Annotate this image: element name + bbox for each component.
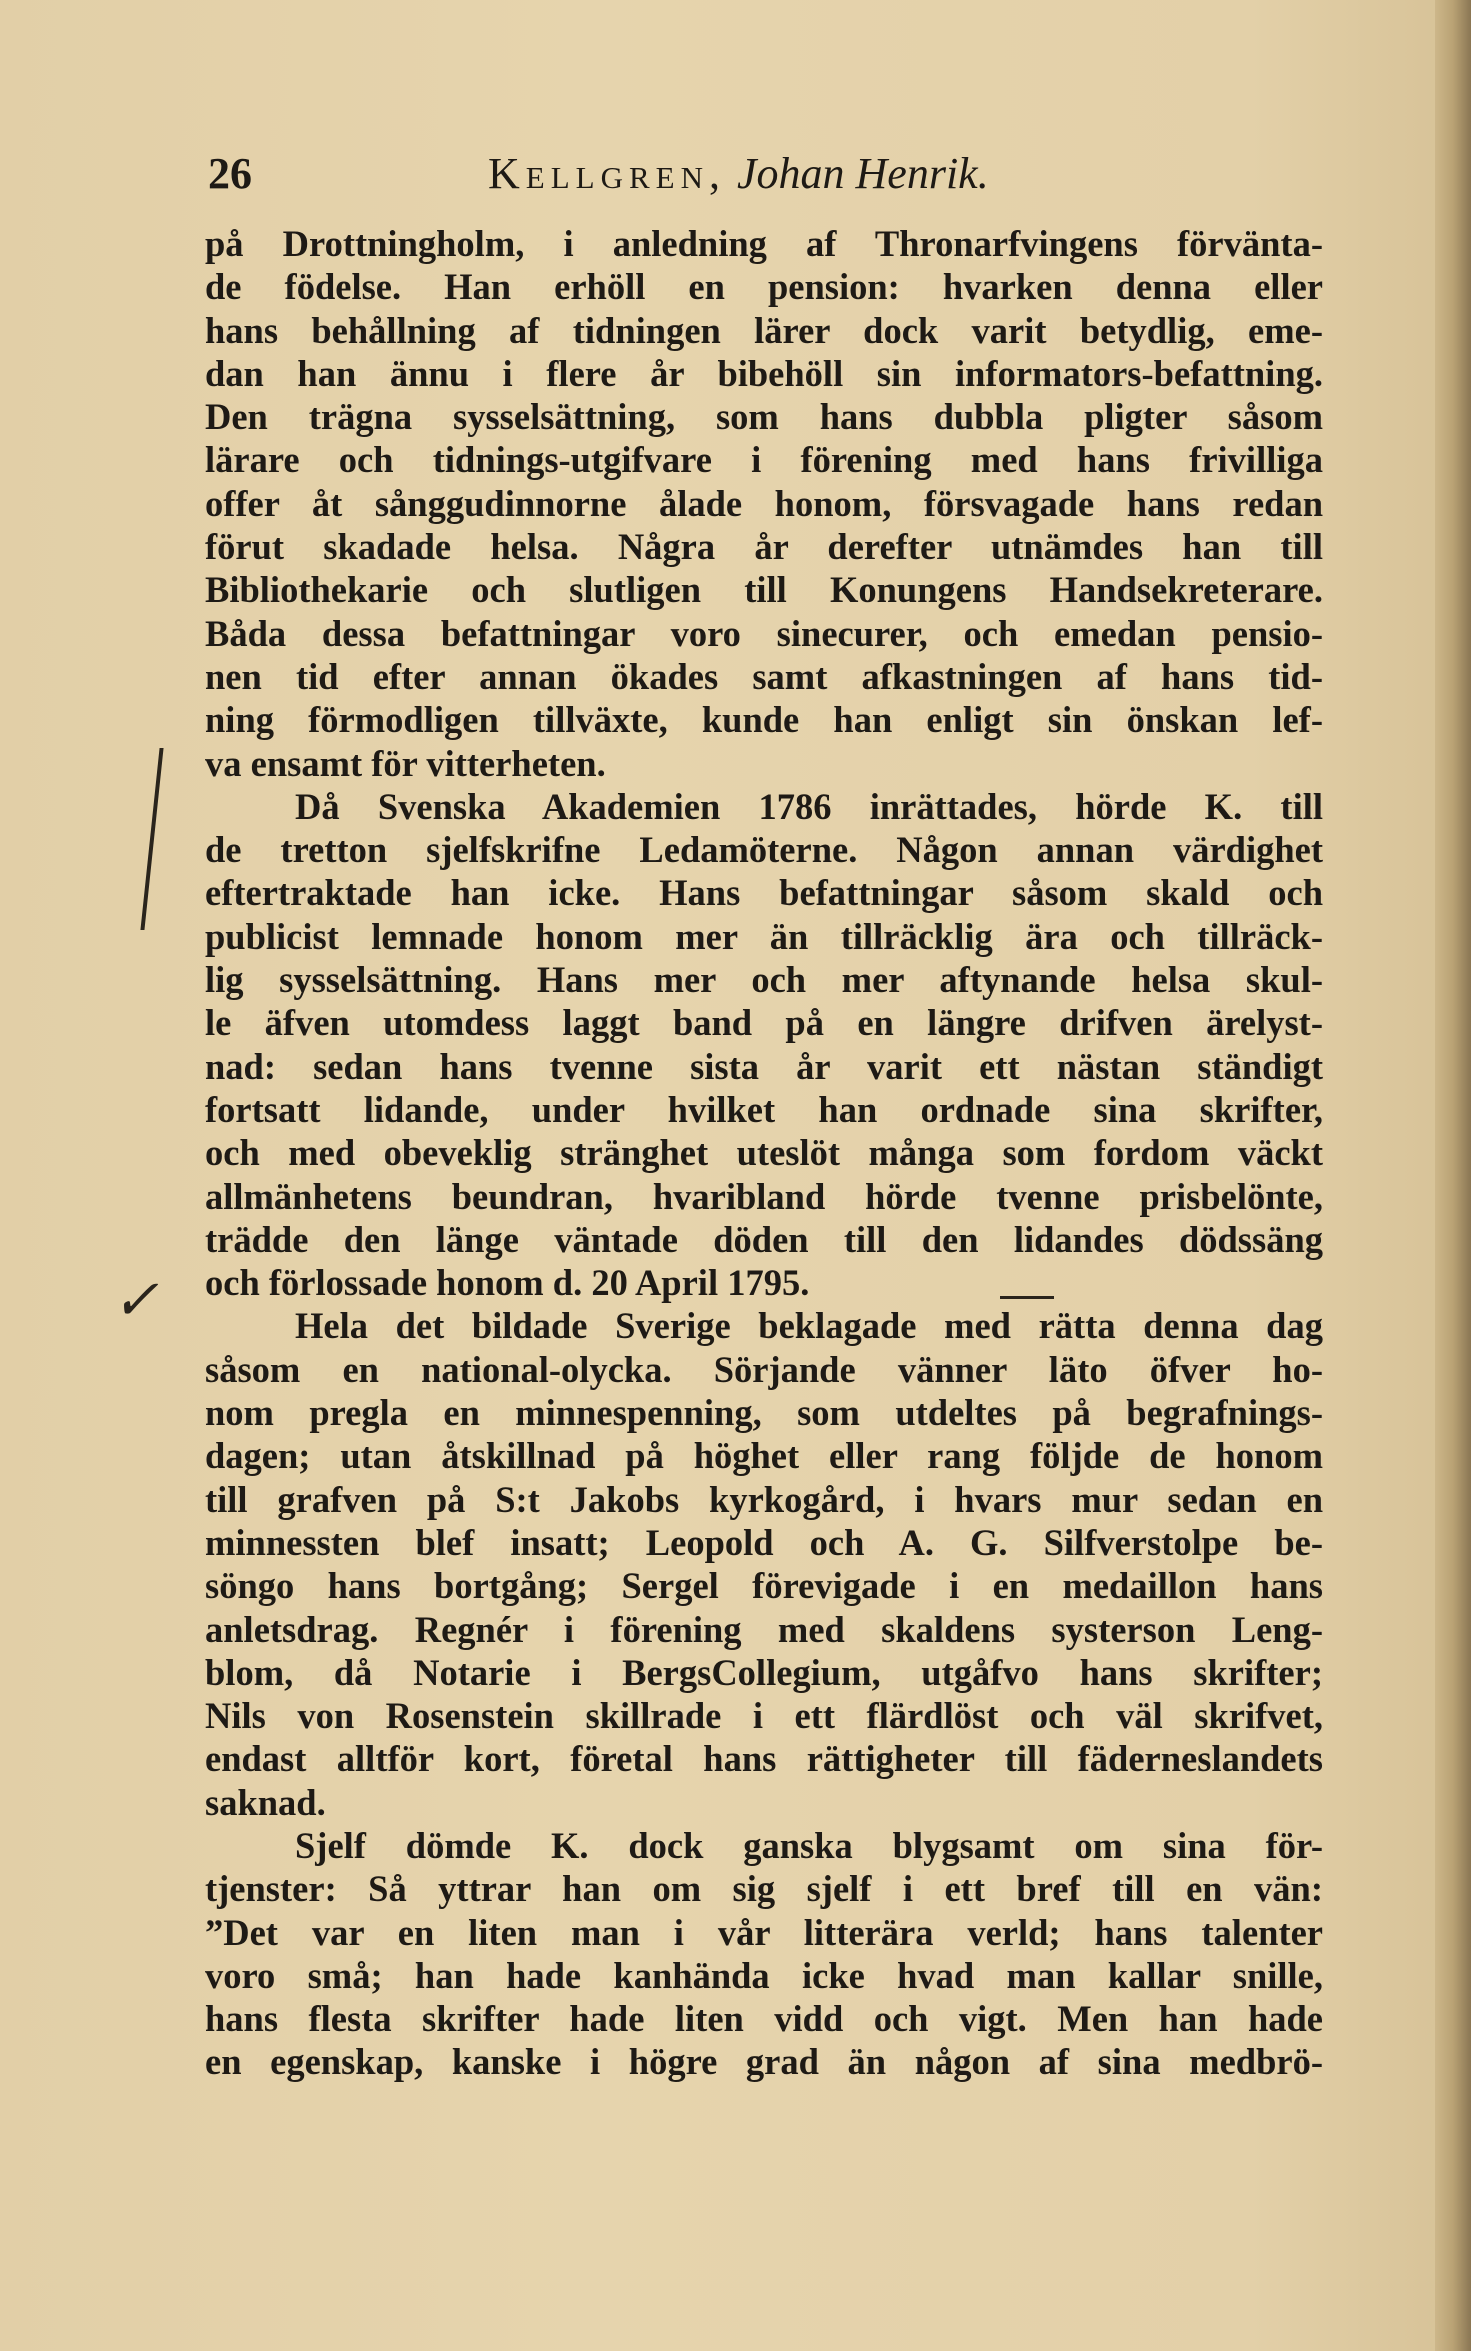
text-line: blom, då Notarie i BergsCollegium, utgåfvo hans skrifter; <box>205 1651 1323 1693</box>
text-line: minnessten blef insatt; Leopold och A. G. Silfverstolpe be- <box>205 1521 1323 1563</box>
text-line: hans behållning af tidningen lärer dock varit betydlig, eme- <box>205 309 1323 351</box>
margin-pencil-line <box>140 748 177 930</box>
text-line: endast alltför kort, företal hans rättigheter till fäderneslandets <box>205 1738 1323 1780</box>
text-line: Hela det bildade Sverige beklagade med rätta denna dag <box>295 1305 1323 1347</box>
text-line: till grafven på S:t Jakobs kyrkogård, i hvars mur sedan en <box>205 1478 1323 1520</box>
text-line: nen tid efter annan ökades samt afkastningen af hans tid- <box>205 655 1323 697</box>
running-head-name: Kellgren, <box>488 149 726 198</box>
text-line: va ensamt för vitterheten. <box>205 742 606 784</box>
text-line: Då Svenska Akademien 1786 inrättades, hörde K. till <box>295 785 1323 827</box>
text-line: offer åt sånggudinnorne ålade honom, försvagade hans redan <box>205 482 1323 524</box>
text-line: dagen; utan åtskillnad på höghet eller rang följde de honom <box>205 1435 1323 1477</box>
text-line: anletsdrag. Regnér i förening med skaldens systerson Leng- <box>205 1608 1323 1650</box>
text-line: och förlossade honom d. 20 April 1795. <box>205 1262 810 1304</box>
text-line: Båda dessa befattningar voro sinecurer, och emedan pensio- <box>205 612 1323 654</box>
text-line: dan han ännu i flere år bibehöll sin informators-befattning. <box>205 352 1323 394</box>
text-line: Sjelf dömde K. dock ganska blygsamt om sina för- <box>295 1824 1323 1866</box>
text-line: hans flesta skrifter hade liten vidd och vigt. Men han hade <box>205 1998 1323 2040</box>
text-line: Den trägna sysselsättning, som hans dubbla pligter såsom <box>205 396 1323 438</box>
text-line: le äfven utomdess laggt band på en längre drifven ärelyst- <box>205 1002 1323 1044</box>
text-line: såsom en national-olycka. Sörjande vänner läto öfver ho- <box>205 1348 1323 1390</box>
text-line: förut skadade helsa. Några år derefter utnämdes han till <box>205 526 1323 568</box>
text-line: tjenster: Så yttrar han om sig sjelf i ett bref till en vän: <box>205 1868 1323 1910</box>
page-header <box>208 148 1328 208</box>
text-line: nad: sedan hans tvenne sista år varit ett nästan ständigt <box>205 1045 1323 1087</box>
text-line: Bibliothekarie och slutligen till Konungens Handsekreterare. <box>205 569 1323 611</box>
text-line: ning förmodligen tillväxte, kunde han enligt sin önskan lef- <box>205 699 1323 741</box>
text-line: ”Det var en liten man i vår litterära verld; hans talenter <box>205 1911 1323 1953</box>
text-line: lig sysselsättning. Hans mer och mer aftynande helsa skul- <box>205 959 1323 1001</box>
text-line: voro små; han hade kanhända icke hvad man kallar snille, <box>205 1954 1323 1996</box>
text-line: Nils von Rosenstein skillrade i ett flärdlöst och väl skrifvet, <box>205 1695 1323 1737</box>
body-text <box>205 222 1323 2084</box>
margin-pencil-check: ✓ <box>112 1268 159 1333</box>
text-line: de tretton sjelfskrifne Ledamöterne. Någon annan värdighet <box>205 829 1323 871</box>
text-line: fortsatt lidande, under hvilket han ordnade sina skrifter, <box>205 1088 1323 1130</box>
text-line: publicist lemnade honom mer än tillräcklig ära och tillräck- <box>205 915 1323 957</box>
text-line: saknad. <box>205 1781 326 1823</box>
text-line: de födelse. Han erhöll en pension: hvarken denna eller <box>205 266 1323 308</box>
running-head <box>488 148 989 199</box>
text-line: en egenskap, kanske i högre grad än någon af sina medbrö- <box>205 2041 1323 2083</box>
running-head-given-names: Johan Henrik. <box>736 149 989 198</box>
text-line: söngo hans bortgång; Sergel förevigade i en medaillon hans <box>205 1565 1323 1607</box>
text-line: på Drottningholm, i anledning af Thronarfvingens förvänta- <box>205 223 1323 264</box>
page-number: 26 <box>208 149 252 198</box>
text-line: eftertraktade han icke. Hans befattningar såsom skald och <box>205 872 1323 914</box>
text-line: lärare och tidnings-utgifvare i förening med hans frivilliga <box>205 439 1323 481</box>
text-line: allmänhetens beundran, hvaribland hörde tvenne prisbelönte, <box>205 1175 1323 1217</box>
text-line: och med obeveklig stränghet uteslöt många som fordom väckt <box>205 1132 1323 1174</box>
page-edge <box>1435 0 1471 2351</box>
text-line: trädde den länge väntade döden till den lidandes dödssäng <box>205 1218 1323 1260</box>
text-line: nom pregla en minnespenning, som utdeltes på begrafnings- <box>205 1392 1323 1434</box>
